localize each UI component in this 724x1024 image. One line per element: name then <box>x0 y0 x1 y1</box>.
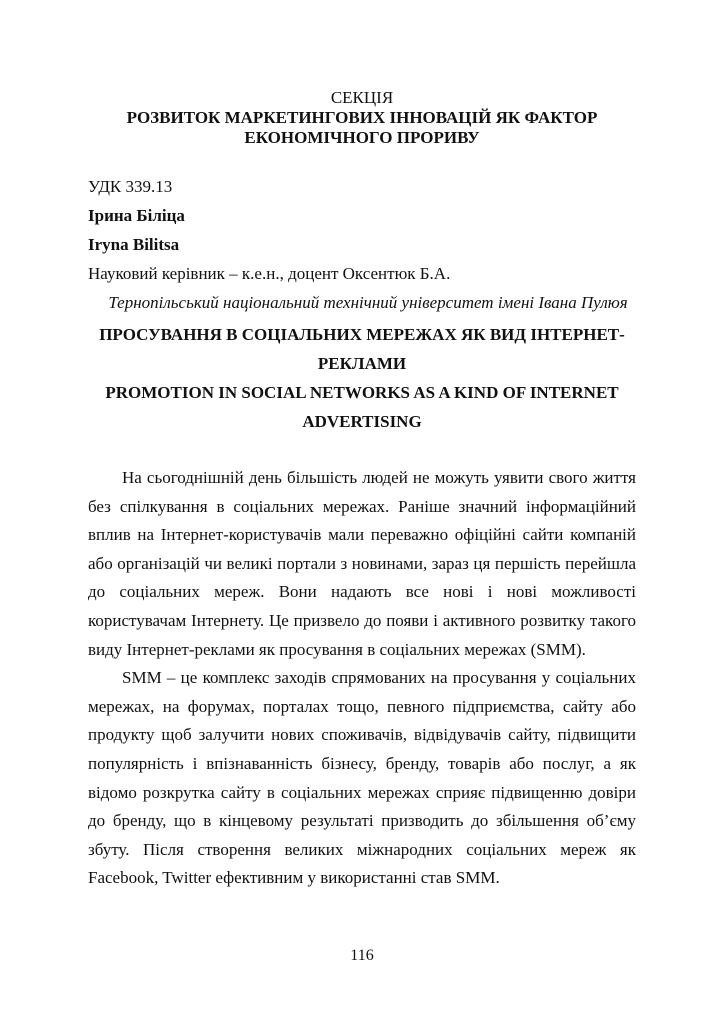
title-line: РЕКЛАМИ <box>317 354 407 373</box>
text-line: популярність і впізнаванність бізнесу, бренду, товарів або послуг, а як <box>88 753 636 773</box>
text-line: SMM – це комплекс заходів спрямованих на просування у соціальних <box>122 668 636 688</box>
text-line: або організацій чи великі портали з новинами, зараз ця першість перейшла <box>88 553 636 573</box>
text-line: до бренду, що в кінцевому результаті призводить до збільшення об’єму <box>88 811 636 831</box>
text-line: продукту щоб залучити нових споживачів, відвідувачів сайту, підвищити <box>88 725 636 745</box>
text-line: збуту. Після створення великих міжнародних соціальних мереж як <box>88 839 636 859</box>
section-title-line: ЕКОНОМІЧНОГО ПРОРИВУ <box>244 128 480 147</box>
paragraph-2 <box>88 664 636 893</box>
text-line: вплив на Інтернет-користувачів мали переважно офіційні сайти компаній <box>88 525 636 545</box>
author-name-en: Iryna Bilitsa <box>88 235 180 254</box>
section-title-line: РОЗВИТОК МАРКЕТИНГОВИХ ІННОВАЦІЙ ЯК ФАКТОР <box>126 108 598 127</box>
section-label: СЕКЦІЯ <box>330 88 394 107</box>
page-number: 116 <box>350 947 374 964</box>
institution-name: Тернопільський національний технічний університет імені Івана Пулюя <box>108 293 628 312</box>
text-line: Facebook, Twitter ефективним у використанні став SMM. <box>88 868 500 888</box>
title-line: ADVERTISING <box>302 412 422 431</box>
section-title <box>88 108 636 148</box>
supervisor-line: Науковий керівник – к.е.н., доцент Оксентюк Б.А. <box>88 264 451 283</box>
paragraph-1 <box>88 464 636 664</box>
paper-title-en <box>88 378 636 436</box>
title-line: PROMOTION IN SOCIAL NETWORKS AS A KIND OF INTERNET <box>105 383 619 402</box>
text-line: без спілкування в соціальних мережах. Раніше значний інформаційний <box>88 496 636 516</box>
text-line: мережах, на форумах, порталах тощо, певного підприємства, сайту або <box>88 696 636 716</box>
text-line: відомо розкрутка сайту в соціальних мережах сприяє підвищенню довіри <box>88 782 636 802</box>
text-line: На сьогоднішній день більшість людей не можуть уявити свого життя <box>122 468 636 487</box>
udc-code: УДК 339.13 <box>88 177 173 196</box>
text-line: до соціальних мереж. Вони надають все нові і нові можливості <box>88 582 636 602</box>
text-line: виду Інтернет-реклами як просування в соціальних мережах (SMM). <box>88 639 586 659</box>
title-line: ПРОСУВАННЯ В СОЦІАЛЬНИХ МЕРЕЖАХ ЯК ВИД ІНТЕРНЕТ- <box>99 325 625 344</box>
author-name-ua: Ірина Біліца <box>88 206 185 225</box>
paper-title-ua <box>88 320 636 378</box>
text-line: користувачам Інтернету. Це призвело до появи і активного розвитку такого <box>88 610 636 630</box>
body-text <box>88 464 636 893</box>
